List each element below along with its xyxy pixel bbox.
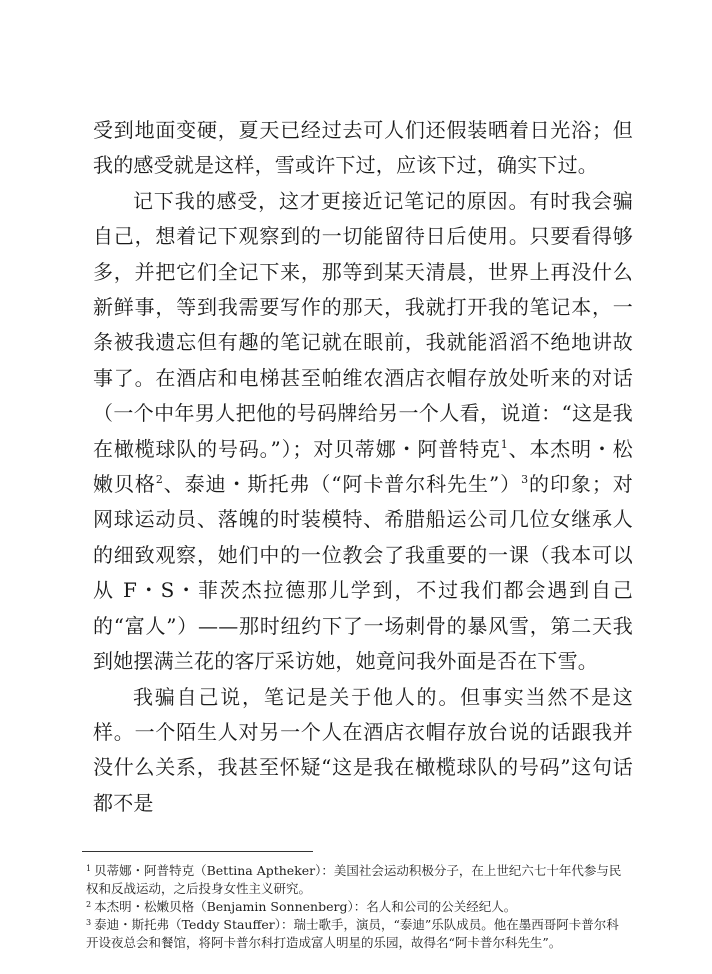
footnote-3 xyxy=(86,916,631,952)
footnote-ref-2: 2 xyxy=(155,473,164,487)
paragraph-2-text-a: 记下我的感受，这才更接近记笔记的原因。有时我会骗自己，想着记下观察到的一切能留待日后使用。只要看得够多，并把它们全记下来，那等到某天清晨，世界上再没什么新鲜事，等到我需要写作的那天，我就打开我的笔记本，一条被我遗忘但有趣的笔记就在眼前，我就能滔滔不绝地讲故事了。在酒店和电梯甚至帕维农酒店衣帽存放处听来的对话（一个中年男人把他的号码牌给另一个人看，说道：“这是我在橄榄球队的号码。”）；对贝蒂娜・阿普特克 xyxy=(93,188,633,461)
footnote-ref-1: 1 xyxy=(500,437,508,451)
footnote-2 xyxy=(86,898,631,916)
footnote-separator xyxy=(82,851,313,852)
footnote-2-number: 2 xyxy=(86,900,92,909)
paragraph-2-text-c: 、泰迪・斯托弗（“阿卡普尔科先生”） xyxy=(163,472,522,497)
paragraph-2-text-b: 、本杰明・松嫩贝格 xyxy=(93,436,633,497)
paragraph-3-text: 我骗自己说，笔记是关于他人的。但事实当然不是这样。一个陌生人对另一个人在酒店衣帽存放台说的话跟我并没什么关系，我甚至怀疑“这是我在橄榄球队的号码”这句话都不是 xyxy=(93,684,633,815)
paragraph-1-text: 受到地面变硬，夏天已经过去可人们还假装晒着日光浴；但我的感受就是这样，雪或许下过，应该下过，确实下过。 xyxy=(93,118,633,178)
footnote-1-text: 贝蒂娜・阿普特克（Bettina Aptheker）：美国社会运动积极分子，在上世纪六七十年代参与民权和反战运动，之后投身女性主义研究。 xyxy=(86,863,622,896)
paragraph-3 xyxy=(93,680,633,822)
main-text xyxy=(93,113,633,821)
footnote-3-text: 泰迪・斯托弗（Teddy Stauffer）：瑞士歌手，演员，“泰迪”乐队成员。他在墨西哥阿卡普尔科开设夜总会和餐馆，将阿卡普尔科打造成富人明星的乐园，故得名“阿卡普尔科先生”。 xyxy=(86,917,619,950)
paragraph-2 xyxy=(93,184,633,680)
footnote-1 xyxy=(86,862,631,898)
footnote-1-number: 1 xyxy=(86,864,92,873)
footnotes xyxy=(86,862,631,952)
footnote-ref-3: 3 xyxy=(521,473,529,487)
paragraph-1 xyxy=(93,113,633,184)
footnote-3-number: 3 xyxy=(86,918,92,927)
footnote-2-text: 本杰明・松嫩贝格（Benjamin Sonnenberg）：名人和公司的公关经纪人。 xyxy=(94,899,517,914)
paragraph-2-text-d: 的印象；对网球运动员、落魄的时装模特、希腊船运公司几位女继承人的细致观察，她们中的一位教会了我重要的一课（我本可以从 F・S・菲茨杰拉德那儿学到，不过我们都会遇到自己的“富人”）——那时纽约下了一场刺骨的暴风雪，第二天我到她摆满兰花的客厅采访她，她竟问我外面是否在下雪。 xyxy=(93,472,634,674)
